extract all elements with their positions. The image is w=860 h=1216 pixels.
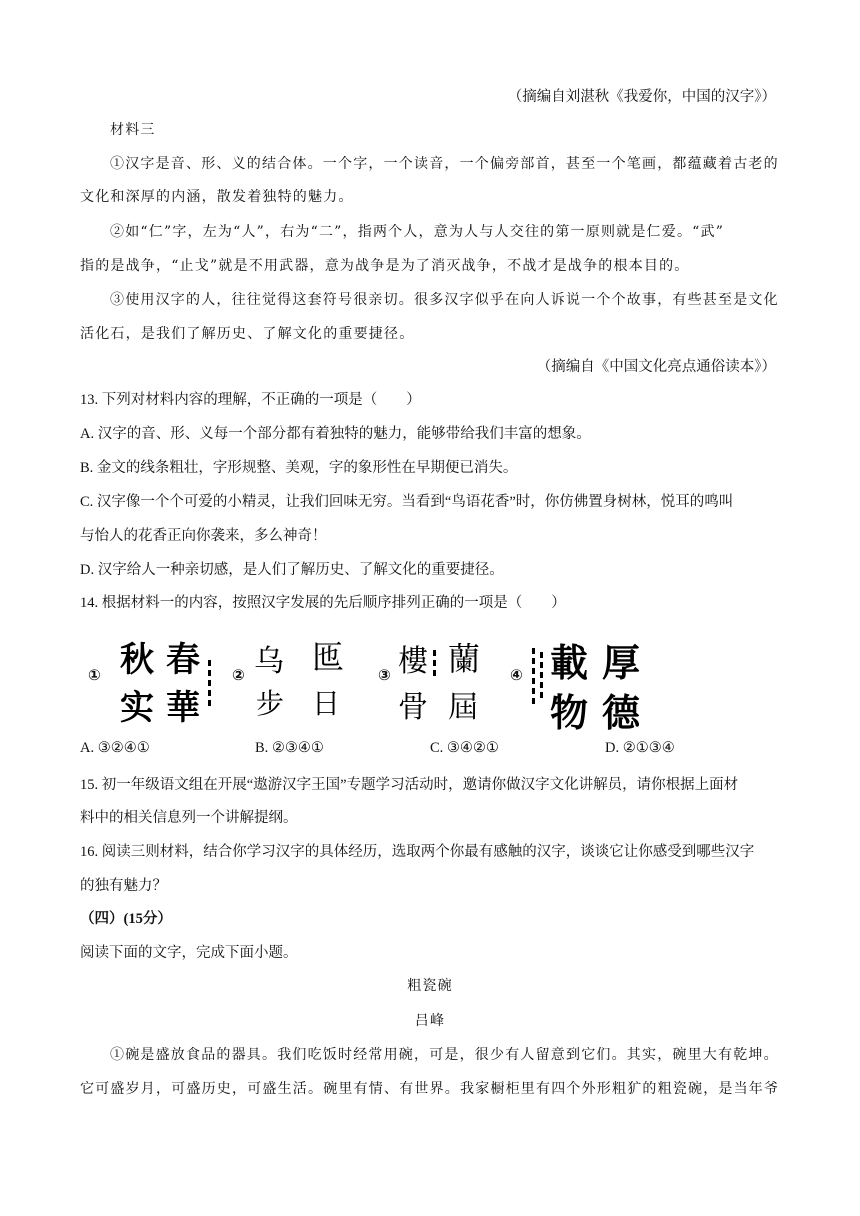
section-4-heading: （四）(15分）: [80, 911, 172, 927]
material3-paragraph-1: ①汉字是音、形、义的结合体。一个字，一个读音，一个偏旁部首，甚至一个笔画，都蕴藏着古老的: [110, 156, 779, 172]
question-13-option-d: D. 汉字给人一种亲切感，是人们了解历史、了解文化的重要捷径。: [80, 562, 504, 578]
calligraphy-char: 厚: [602, 640, 641, 685]
calligraphy-char: 屆: [448, 690, 478, 725]
article-title: 粗瓷碗: [407, 978, 453, 994]
figure-number: ③: [378, 666, 391, 684]
question-16: 16. 阅读三则材料，结合你学习汉字的具体经历，选取两个你最有感触的汉字，谈谈它让你感受到哪些汉字: [80, 844, 755, 860]
inscription-marks: [540, 652, 543, 702]
inscription-marks: [532, 648, 535, 708]
calligraphy-char: 載: [550, 640, 589, 685]
calligraphy-char: 乌: [254, 644, 284, 679]
calligraphy-char: 物: [550, 690, 589, 735]
calligraphy-char: 骨: [398, 690, 428, 725]
calligraphy-char: 春: [166, 640, 200, 680]
figure-number: ④: [510, 666, 523, 684]
calligraphy-char: 德: [602, 690, 641, 735]
question-16-cont: 的独有魅力？: [80, 878, 167, 894]
calligraphy-figures: [82, 632, 782, 735]
material3-paragraph-1-cont: 文化和深厚的内涵，散发着独特的魅力。: [80, 189, 354, 205]
figure-number: ②: [232, 666, 245, 684]
material3-heading: 材料三: [110, 122, 156, 138]
source-citation-2: （摘编自《中国文化亮点通俗读本》）: [536, 359, 776, 375]
material3-paragraph-2: ②如“仁”字，左为“人”，右为“二”，指两个人，意为人与人交往的第一原则就是仁爱。“武”: [110, 224, 725, 240]
question-13-option-c-cont: 与怡人的花香正向你袭来，多么神奇！: [80, 528, 327, 544]
calligraphy-char: 匜: [312, 638, 345, 676]
calligraphy-char: 蘭: [448, 640, 481, 678]
calligraphy-figure-4: [510, 632, 680, 735]
source-citation-1: （摘编自刘湛秋《我爱你，中国的汉字》）: [507, 89, 776, 105]
material3-paragraph-2-cont: 指的是战争，“止戈”就是不用武器，意为战争是为了消灭战争，不战才是战争的根本目的。: [80, 258, 690, 274]
calligraphy-figure-1: [82, 632, 222, 728]
seal-marks: [208, 660, 211, 710]
calligraphy-char: 实: [120, 688, 154, 728]
question-14-option-a: A. ③②④①: [80, 740, 150, 756]
figure-number: ①: [88, 666, 101, 684]
question-13-stem: 13. 下列对材料内容的理解，不正确的一项是（ ）: [80, 392, 421, 408]
calligraphy-figure-2: [232, 632, 362, 728]
question-13-option-c: C. 汉字像一个个可爱的小精灵，让我们回味无穷。当看到“鸟语花香”时，你仿佛置身树林，悦耳的鸣叫: [80, 494, 734, 510]
calligraphy-figure-3: [378, 632, 498, 728]
section-4-instruction: 阅读下面的文字，完成下面小题。: [80, 945, 298, 961]
article-author: 吕峰: [414, 1013, 446, 1029]
question-13-option-b: B. 金文的线条粗壮，字形规整、美观，字的象形性在早期便已消失。: [80, 460, 518, 476]
calligraphy-char: 步: [256, 687, 285, 720]
question-15-cont: 料中的相关信息列一个讲解提纲。: [80, 810, 298, 826]
question-13-option-a: A. 汉字的音、形、义每一个部分都有着独特的魅力，能够带给我们丰富的想象。: [80, 426, 591, 442]
calligraphy-char: 樓: [398, 644, 428, 679]
article-paragraph-1: ①碗是盛放食品的器具。我们吃饭时经常用碗，可是，很少有人留意到它们。其实，碗里大有乾坤。: [110, 1047, 779, 1063]
material3-paragraph-3: ③使用汉字的人，往往觉得这套符号很亲切。很多汉字似乎在向人诉说一个个故事，有些甚至是文化: [110, 292, 779, 308]
question-14-option-d: D. ②①③④: [605, 740, 675, 756]
question-14-option-b: B. ②③④①: [255, 740, 324, 756]
seal-marks: [433, 650, 436, 680]
calligraphy-char: 日: [312, 687, 341, 720]
article-paragraph-1-cont: 它可盛岁月，可盛历史，可盛生活。碗里有情、有世界。我家橱柜里有四个外形粗犷的粗瓷碗，是当年爷: [80, 1081, 780, 1097]
calligraphy-char: 華: [166, 688, 200, 728]
question-14-option-c: C. ③④②①: [430, 740, 499, 756]
question-14-stem: 14. 根据材料一的内容，按照汉字发展的先后顺序排列正确的一项是（ ）: [80, 595, 566, 611]
question-15: 15. 初一年级语文组在开展“遨游汉字王国”专题学习活动时，邀请你做汉字文化讲解员，请你根据上面材: [80, 777, 739, 793]
material3-paragraph-3-cont: 活化石，是我们了解历史、了解文化的重要捷径。: [80, 326, 415, 342]
calligraphy-char: 秋: [120, 640, 154, 680]
